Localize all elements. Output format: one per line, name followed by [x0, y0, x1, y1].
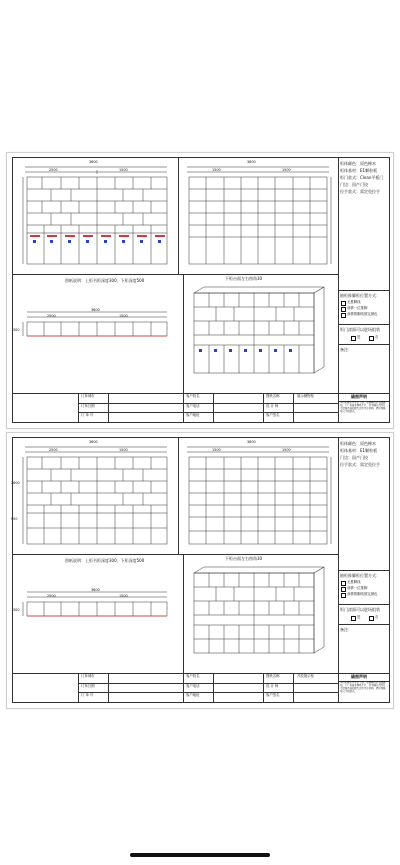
- spec-handle: 拉手款式：需定免拉手: [340, 189, 380, 194]
- spec-door-hinge: 门边：国产门铰: [340, 455, 368, 460]
- customer-name-label: 客户姓名: [186, 674, 200, 678]
- order-no-label: 订 单 号: [81, 693, 94, 697]
- isometric-drawing: [189, 563, 329, 663]
- dim-front-height: 2600: [11, 481, 20, 485]
- dim-side-total: 3600: [247, 440, 256, 444]
- no-checkbox[interactable]: [369, 336, 374, 341]
- no-checkbox[interactable]: [369, 616, 374, 621]
- plan-view-drawing: [21, 588, 171, 628]
- status-bar: [0, 0, 400, 40]
- yes-label: 是: [357, 335, 361, 339]
- front-elevation-drawing: [21, 443, 171, 553]
- dim-front-right: 1500: [119, 448, 128, 452]
- spec-door-hinge: 门边：国产门铰: [340, 182, 368, 187]
- side-elevation-drawing: [183, 163, 333, 273]
- declaration-title: 确图声明: [351, 674, 367, 679]
- order-city-label: 订单城市: [81, 394, 95, 398]
- spec-material: 柜体颜色：原色橡木: [340, 161, 376, 166]
- drawing-sheet-2[interactable]: [6, 432, 394, 709]
- dim-front-left: 2500: [49, 168, 58, 172]
- plan-view-drawing: [21, 308, 171, 348]
- option-checkbox-1[interactable]: [341, 581, 346, 586]
- option-label-3: 前移推脚线固定颜色: [347, 312, 378, 316]
- declaration-text: 本图纸确认签字后生效，如需修改请书面通知，工厂将按本图纸生产，签字确认后因尺寸错误造成的损失由签字方承担，请仔细核对尺寸和款式。: [340, 681, 386, 693]
- option-checkbox-2[interactable]: [341, 587, 346, 592]
- declaration-text: 本图纸确认签字后生效，如需修改请书面通知，工厂将按本图纸生产，签字确认后因尺寸错误造成的损失由签字方承担，请仔细核对尺寸和款式。: [340, 401, 386, 413]
- option-label-2: 前移一位推脚: [347, 586, 368, 590]
- spec-board: 柜体基材：E1颗粒板: [340, 168, 378, 173]
- dim-plan-total: 3600: [91, 588, 100, 592]
- dim-front-lower: 900: [11, 517, 18, 521]
- dim-front-total: 3600: [89, 160, 98, 164]
- yes-checkbox[interactable]: [351, 616, 356, 621]
- option-checkbox-2[interactable]: [341, 307, 346, 312]
- dim-plan-left: 2500: [47, 314, 56, 318]
- dim-side-left: 1500: [212, 168, 221, 172]
- customer-sign-label: 客户签名: [266, 413, 280, 417]
- dim-front-total: 3600: [89, 440, 98, 444]
- side-elevation-drawing: [183, 443, 333, 553]
- order-city-label: 订单城市: [81, 674, 95, 678]
- option-label-1: 无推脚线: [347, 580, 361, 584]
- customer-addr-label: 客户地址: [186, 413, 200, 417]
- drawing-name-value: 展示储物柜: [297, 394, 314, 398]
- yes-label: 是: [357, 615, 361, 619]
- order-date-label: 订单日期: [81, 404, 95, 408]
- isometric-drawing: [189, 283, 329, 383]
- option-checkbox-1[interactable]: [341, 301, 346, 306]
- drawing-sheet-1[interactable]: [6, 152, 394, 429]
- iso-note: 下柜台面左右图角30: [225, 556, 263, 561]
- front-elevation-drawing: [21, 163, 171, 273]
- spec-board: 柜体基材：E1颗粒板: [340, 448, 378, 453]
- drawer-title: 柜门漆面可以进场组装: [340, 607, 380, 612]
- dim-front-right: 1500: [119, 168, 128, 172]
- options-title: 抽柜推脚柜位置方式：: [340, 573, 380, 578]
- no-label: 否: [375, 335, 379, 339]
- spec-material: 柜体颜色：原色橡木: [340, 441, 376, 446]
- dim-plan-right: 1500: [119, 594, 128, 598]
- dim-side-right: 1500: [282, 168, 291, 172]
- dim-plan-depth: 300: [13, 608, 20, 612]
- customer-phone-label: 客户电话: [186, 684, 200, 688]
- drawing-note: 图纸说明：上柜书柜深度300，下柜深度500: [65, 278, 145, 283]
- spec-door: 柜门款式：Clean平板门: [340, 175, 384, 180]
- iso-note: 下柜台面左右图角30: [225, 276, 263, 281]
- no-label: 否: [375, 615, 379, 619]
- option-label-1: 无推脚线: [347, 300, 361, 304]
- option-label-2: 前移一位推脚: [347, 306, 368, 310]
- customer-addr-label: 客户地址: [186, 693, 200, 697]
- dim-plan-depth: 300: [13, 328, 20, 332]
- dim-plan-left: 2500: [47, 594, 56, 598]
- option-checkbox-3[interactable]: [341, 593, 346, 598]
- drawing-note: 图纸说明：上柜书柜深度300，下柜深度500: [65, 558, 145, 563]
- order-date-label: 订单日期: [81, 684, 95, 688]
- customer-sign-label: 客户签名: [266, 693, 280, 697]
- customer-phone-label: 客户电话: [186, 404, 200, 408]
- options-title: 抽柜推脚柜位置方式：: [340, 293, 380, 298]
- dim-plan-total: 3600: [91, 308, 100, 312]
- dim-side-left: 1500: [212, 448, 221, 452]
- spec-handle: 拉手款式：需定免拉手: [340, 462, 380, 467]
- dim-front-left: 2500: [49, 448, 58, 452]
- designer-label: 设 计 师: [266, 404, 279, 408]
- remark-label: 备注：: [340, 347, 352, 352]
- option-label-3: 前移推脚线固定颜色: [347, 592, 378, 596]
- home-indicator[interactable]: [130, 853, 270, 857]
- dim-side-right: 1500: [282, 448, 291, 452]
- remark-label: 备注：: [340, 627, 352, 632]
- option-checkbox-3[interactable]: [341, 313, 346, 318]
- customer-name-label: 客户姓名: [186, 394, 200, 398]
- drawing-name-label: 图纸名称: [266, 674, 280, 678]
- declaration-title: 确图声明: [351, 394, 367, 399]
- drawing-name-label: 图纸名称: [266, 394, 280, 398]
- dim-side-total: 3600: [247, 160, 256, 164]
- dim-plan-right: 1500: [119, 314, 128, 318]
- drawer-title: 柜门漆面可以进场组装: [340, 327, 380, 332]
- order-no-label: 订 单 号: [81, 413, 94, 417]
- designer-label: 设 计 师: [266, 684, 279, 688]
- yes-checkbox[interactable]: [351, 336, 356, 341]
- drawing-name-value: 开放展示柜: [297, 674, 314, 678]
